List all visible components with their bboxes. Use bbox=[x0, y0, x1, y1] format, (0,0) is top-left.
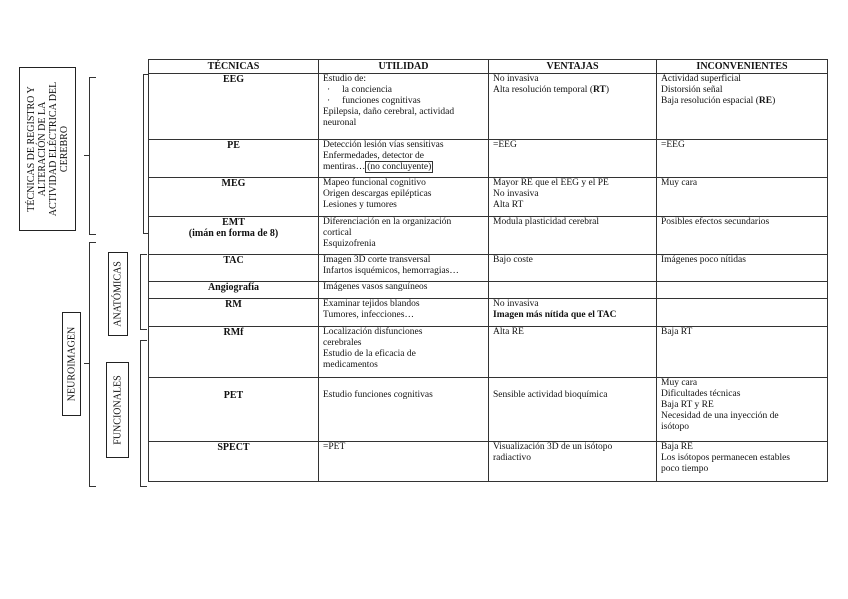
main-label-line: CEREBRO bbox=[58, 125, 70, 173]
ventajas-line: Alta RT bbox=[493, 200, 524, 210]
main-label-line: ACTIVIDAD ELÉCTRICA DEL bbox=[47, 81, 59, 217]
ventajas-spect bbox=[489, 442, 657, 482]
utilidad-text: mentiras… bbox=[323, 162, 366, 172]
inconv-line: poco tiempo bbox=[661, 464, 709, 474]
inconv-emt: Posibles efectos secundarios bbox=[657, 217, 828, 255]
utilidad-line: Epilepsia, daño cerebral, actividad neuronal bbox=[323, 107, 455, 128]
inconv-text: ) bbox=[772, 96, 776, 106]
tecnica-rm: RM bbox=[149, 299, 319, 327]
ventajas-tac: Bajo coste bbox=[489, 255, 657, 282]
utilidad-line: Tumores, infecciones… bbox=[323, 310, 414, 320]
tecnica-pe: PE bbox=[149, 140, 319, 178]
utilidad-line: Imagen 3D corte transversal bbox=[323, 255, 431, 265]
inconv-rm bbox=[657, 299, 828, 327]
utilidad-line: Mapeo funcional cognitivo bbox=[323, 178, 426, 188]
no-concluyente-note: (no concluyente) bbox=[367, 162, 432, 172]
utilidad-line: cortical bbox=[323, 228, 352, 238]
inconv-line: Necesidad de una inyección de bbox=[661, 411, 779, 421]
funcionales-label-box bbox=[106, 362, 129, 458]
table-row-tac bbox=[149, 255, 828, 282]
utilidad-line: Estudio de la eficacia de bbox=[323, 349, 416, 359]
utilidad-line: Estudio de: bbox=[323, 74, 367, 84]
inconv-line: Distorsión señal bbox=[661, 85, 723, 95]
neuroimagen-bracket-tick bbox=[84, 363, 89, 364]
ventajas-rmf: Alta RE bbox=[489, 327, 657, 378]
inconv-line: Actividad superficial bbox=[661, 74, 741, 84]
ventajas-line: No invasiva bbox=[493, 189, 539, 199]
utilidad-line: Localización disfunciones bbox=[323, 327, 423, 337]
inconv-line: Baja RE bbox=[661, 442, 693, 452]
neuroimagen-label: NEUROIMAGEN bbox=[66, 326, 77, 402]
ventajas-text: ) bbox=[605, 85, 610, 95]
ventajas-line: Imagen más nítida que el TAC bbox=[493, 310, 617, 320]
inconv-pet bbox=[657, 378, 828, 442]
utilidad-line: medicamentos bbox=[323, 360, 378, 370]
ventajas-bold: RT bbox=[592, 85, 606, 95]
main-label-line: TÉCNICAS DE REGISTRO Y bbox=[25, 86, 37, 212]
utilidad-tac bbox=[319, 255, 489, 282]
inconv-line: Muy cara bbox=[661, 378, 698, 388]
inconv-spect bbox=[657, 442, 828, 482]
utilidad-rmf bbox=[319, 327, 489, 378]
inconv-angiografia bbox=[657, 282, 828, 299]
inconv-text: Baja resolución espacial ( bbox=[661, 96, 759, 106]
utilidad-line: Esquizofrenia bbox=[323, 239, 376, 249]
utilidad-line: Examinar tejidos blandos bbox=[323, 299, 420, 309]
utilidad-eeg bbox=[319, 74, 489, 140]
utilidad-spect: =PET bbox=[319, 442, 489, 482]
inconv-tac: Imágenes poco nítidas bbox=[657, 255, 828, 282]
tecnica-emt bbox=[149, 217, 319, 255]
neuroimagen-label-box bbox=[62, 312, 81, 416]
table-row-rmf bbox=[149, 327, 828, 378]
utilidad-bullet: · funciones cognitivas bbox=[323, 96, 484, 107]
tecnica-eeg: EEG bbox=[149, 74, 319, 140]
inconv-line bbox=[661, 96, 823, 107]
main-group-label bbox=[26, 82, 70, 216]
utilidad-angiografia: Imágenes vasos sanguíneos bbox=[319, 282, 489, 299]
ventajas-text: Alta resolución temporal ( bbox=[493, 85, 593, 95]
inconv-line: Baja RT y RE bbox=[661, 400, 714, 410]
ventajas-line bbox=[493, 85, 652, 96]
utilidad-line bbox=[323, 162, 484, 173]
funcionales-label: FUNCIONALES bbox=[112, 375, 123, 445]
tecnica-tac: TAC bbox=[149, 255, 319, 282]
tecnica-line: EMT bbox=[222, 217, 245, 228]
main-group-bracket-tick bbox=[84, 155, 89, 156]
utilidad-line: Infartos isquémicos, hemorragias… bbox=[323, 266, 459, 276]
utilidad-pet: Estudio funciones cognitivas bbox=[319, 378, 489, 442]
ventajas-pe: =EEG bbox=[489, 140, 657, 178]
main-group-bracket bbox=[89, 77, 96, 235]
utilidad-line: Origen descargas epilépticas bbox=[323, 189, 432, 199]
table-row-pet bbox=[149, 378, 828, 442]
table-header-row bbox=[149, 60, 828, 74]
tecnica-rmf: RMf bbox=[149, 327, 319, 378]
utilidad-line: Diferenciación en la organización bbox=[323, 217, 452, 227]
tecnica-line: (imán en forma de 8) bbox=[188, 228, 279, 239]
ventajas-eeg bbox=[489, 74, 657, 140]
ventajas-pet: Sensible actividad bioquímica bbox=[489, 378, 657, 442]
inconv-meg: Muy cara bbox=[657, 178, 828, 217]
header-ventajas: VENTAJAS bbox=[489, 60, 657, 74]
tecnica-pet: PET bbox=[149, 378, 319, 442]
neuroimagen-bracket bbox=[89, 242, 96, 487]
ventajas-emt: Modula plasticidad cerebral bbox=[489, 217, 657, 255]
ventajas-line: radiactivo bbox=[493, 453, 531, 463]
inconv-line: isótopo bbox=[661, 422, 689, 432]
ventajas-line: Mayor RE que el EEG y el PE bbox=[493, 178, 609, 188]
techniques-table bbox=[148, 59, 828, 482]
ventajas-angiografia bbox=[489, 282, 657, 299]
ventajas-meg bbox=[489, 178, 657, 217]
table-row-angiografia bbox=[149, 282, 828, 299]
tecnica-spect: SPECT bbox=[149, 442, 319, 482]
anatomicas-label: ANATÓMICAS bbox=[112, 261, 124, 327]
utilidad-emt bbox=[319, 217, 489, 255]
table-row-eeg bbox=[149, 74, 828, 140]
ventajas-line: No invasiva bbox=[493, 299, 539, 309]
main-group-label-box bbox=[19, 67, 76, 231]
inconv-line: Dificultades técnicas bbox=[661, 389, 741, 399]
utilidad-line: Detección lesión vías sensitivas bbox=[323, 140, 444, 150]
table-row-meg bbox=[149, 178, 828, 217]
table-row-emt bbox=[149, 217, 828, 255]
inconv-rmf: Baja RT bbox=[657, 327, 828, 378]
inconv-eeg bbox=[657, 74, 828, 140]
ventajas-line: No invasiva bbox=[493, 74, 539, 84]
ventajas-line: Visualización 3D de un isótopo bbox=[493, 442, 613, 452]
utilidad-bullet: · la conciencia bbox=[323, 85, 484, 96]
utilidad-rm bbox=[319, 299, 489, 327]
header-utilidad: UTILIDAD bbox=[319, 60, 489, 74]
utilidad-line: cerebrales bbox=[323, 338, 362, 348]
tecnica-angiografia: Angiografía bbox=[149, 282, 319, 299]
main-label-line: ALTERACIÓN DE LA bbox=[36, 101, 48, 197]
inconv-line: Los isótopos permanecen estables bbox=[661, 453, 791, 463]
utilidad-pe bbox=[319, 140, 489, 178]
header-inconvenientes: INCONVENIENTES bbox=[657, 60, 828, 74]
utilidad-line: Enfermedades, detector de bbox=[323, 151, 425, 161]
anatomicas-label-box bbox=[108, 252, 128, 336]
utilidad-line: Lesiones y tumores bbox=[323, 200, 397, 210]
funcionales-bracket bbox=[140, 340, 147, 487]
header-tecnicas: TÉCNICAS bbox=[149, 60, 319, 74]
inconv-bold: RE bbox=[758, 96, 773, 106]
table-row-pe bbox=[149, 140, 828, 178]
table-row-rm bbox=[149, 299, 828, 327]
tecnica-meg: MEG bbox=[149, 178, 319, 217]
table-row-spect bbox=[149, 442, 828, 482]
inconv-pe: =EEG bbox=[657, 140, 828, 178]
ventajas-rm bbox=[489, 299, 657, 327]
utilidad-meg bbox=[319, 178, 489, 217]
anatomicas-bracket bbox=[140, 254, 147, 330]
